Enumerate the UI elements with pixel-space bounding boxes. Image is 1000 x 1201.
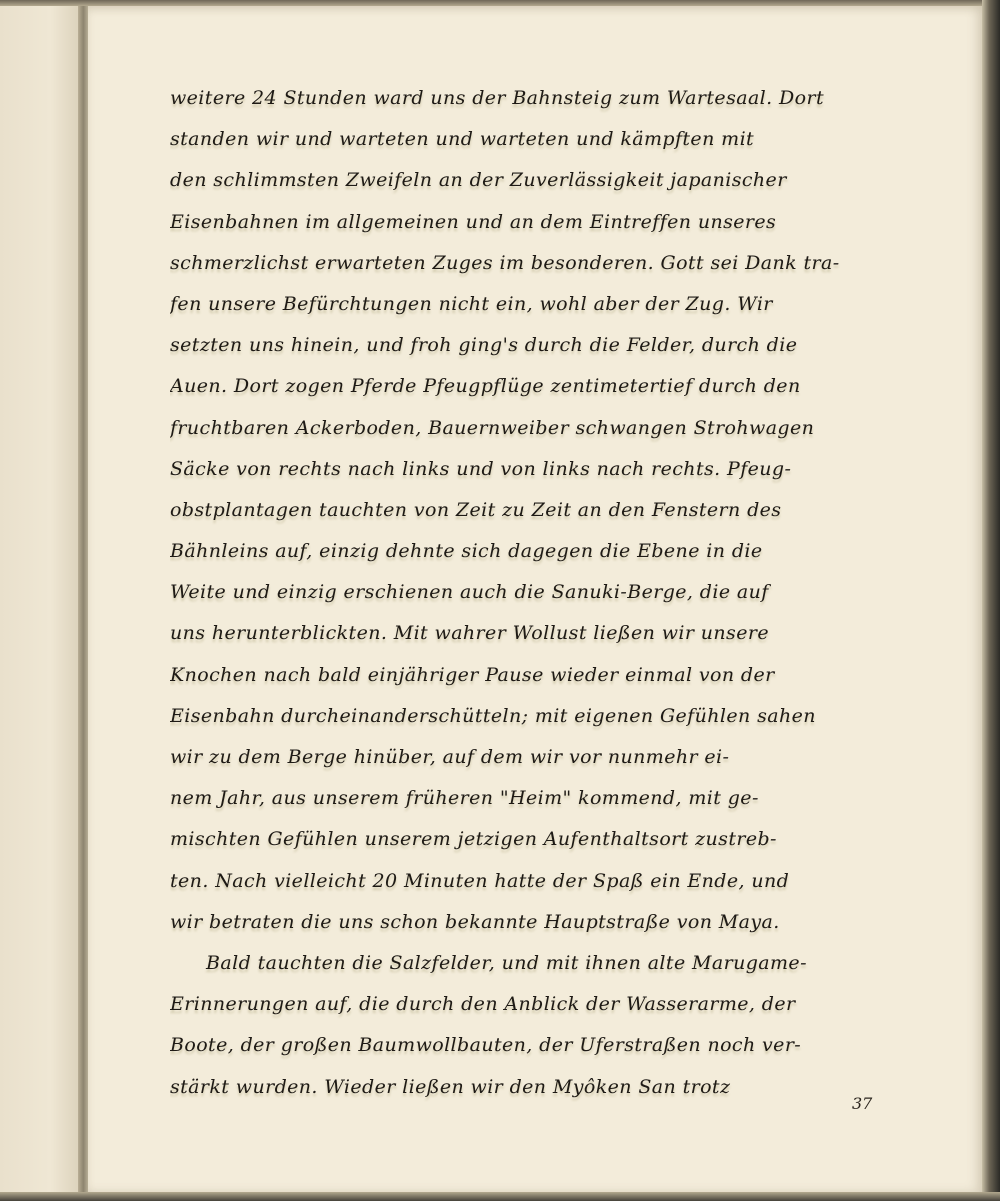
text-line: fen unsere Befürchtungen nicht ein, wohl aber der Zug. Wir <box>170 292 773 315</box>
text-line: Auen. Dort zogen Pferde Pfeugpflüge zentimetertief durch den <box>170 375 801 398</box>
text-line: Eisenbahn durcheinanderschütteln; mit eigenen Gefühlen sahen <box>170 704 816 727</box>
text-line: mischten Gefühlen unserem jetzigen Aufenthaltsort zustreb- <box>170 828 777 851</box>
text-line: standen wir und warteten und warteten und kämpften mit <box>170 128 755 151</box>
right-page-edge <box>982 0 1000 1201</box>
facing-page-edge <box>0 0 84 1201</box>
text-line: Knochen nach bald einjähriger Pause wieder einmal von der <box>170 663 775 686</box>
text-line: nem Jahr, aus unserem früheren "Heim" kommend, mit ge- <box>170 787 759 810</box>
page-number: 37 <box>852 1094 873 1113</box>
text-line: Säcke von rechts nach links und von links nach rechts. Pfeug- <box>170 457 792 480</box>
text-line: Weite und einzig erschienen auch die Sanuki-Berge, die auf <box>170 581 769 604</box>
text-line: Erinnerungen auf, die durch den Anblick der Wasserarme, der <box>170 993 796 1016</box>
text-line: Boote, der großen Baumwollbauten, der Uferstraßen noch ver- <box>170 1034 802 1057</box>
text-line: den schlimmsten Zweifeln an der Zuverlässigkeit japanischer <box>170 169 787 192</box>
text-line: weitere 24 Stunden ward uns der Bahnsteig zum Wartesaal. Dort <box>170 87 825 109</box>
handwritten-text <box>170 78 890 1108</box>
text-line: Bähnleins auf, einzig dehnte sich dagegen die Ebene in die <box>170 540 763 563</box>
text-line: wir betraten die uns schon bekannte Hauptstraße von Maya. <box>170 910 780 933</box>
text-line: Eisenbahnen im allgemeinen und an dem Eintreffen unseres <box>170 210 777 233</box>
paragraph-start-line: Bald tauchten die Salzfelder, und mit ihnen alte Marugame- <box>206 951 807 974</box>
text-line: schmerzlichst erwarteten Zuges im besonderen. Gott sei Dank tra- <box>170 251 840 274</box>
text-line: wir zu dem Berge hinüber, auf dem wir vor nunmehr ei- <box>170 746 730 768</box>
text-line: fruchtbaren Ackerboden, Bauernweiber schwangen Strohwagen <box>170 416 815 439</box>
bottom-edge <box>0 1192 1000 1201</box>
text-line: uns herunterblickten. Mit wahrer Wollust ließen wir unsere <box>170 622 769 645</box>
text-line: ten. Nach vielleicht 20 Minuten hatte der Spaß ein Ende, und <box>170 869 790 892</box>
text-line: obstplantagen tauchten von Zeit zu Zeit an den Fenstern des <box>170 498 782 521</box>
text-line: stärkt wurden. Wieder ließen wir den Myôken San trotz <box>170 1075 731 1098</box>
text-line: setzten uns hinein, und froh ging's durch die Felder, durch die <box>170 334 798 357</box>
